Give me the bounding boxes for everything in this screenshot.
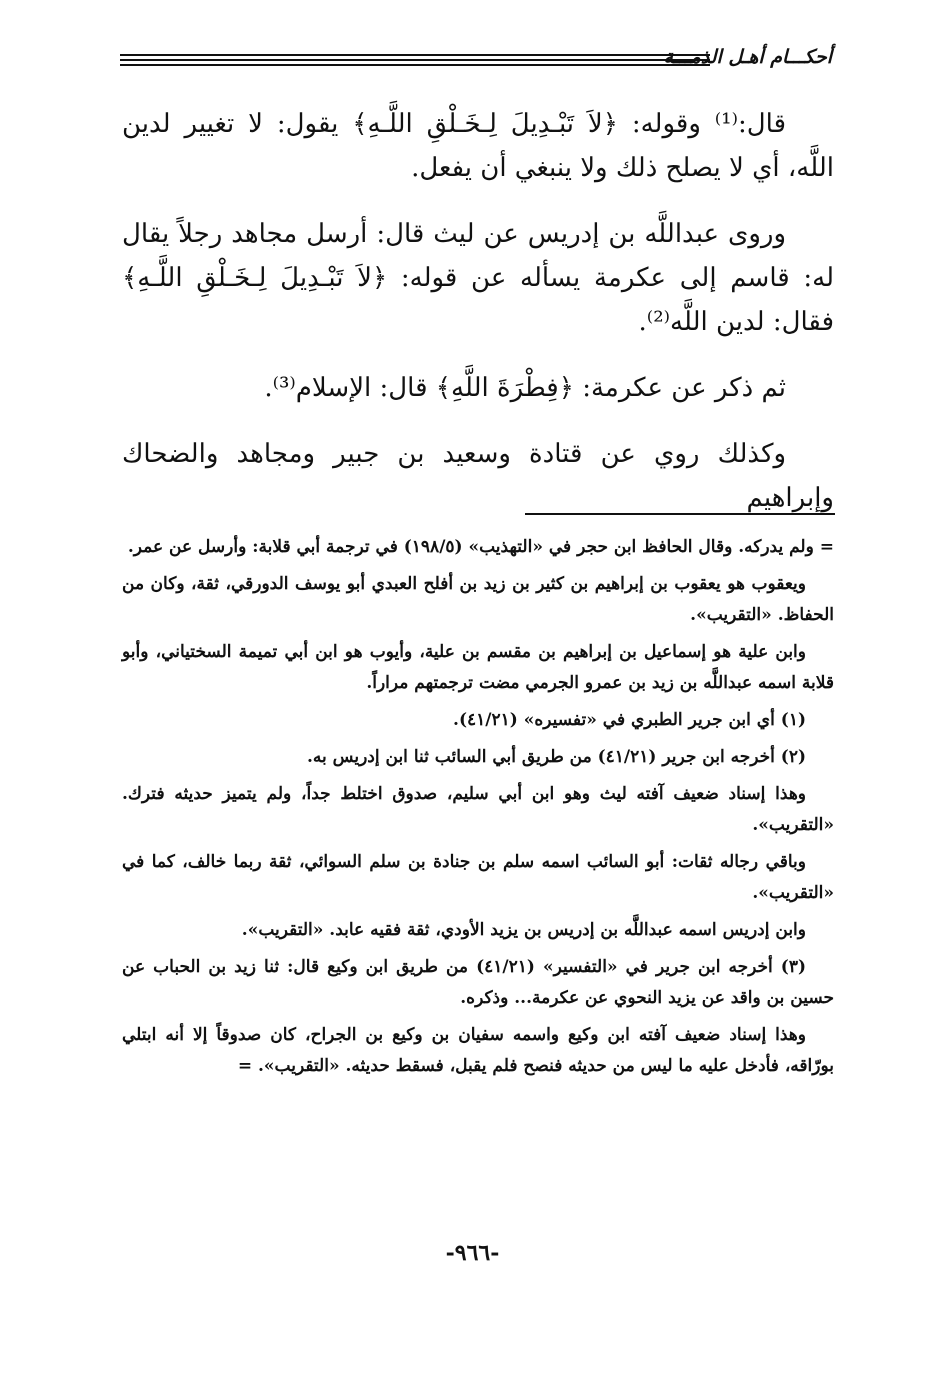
footnote: (٢) أخرجه ابن جرير (٤١/٢١) من طريق أبي السائب ثنا ابن إدريس به. bbox=[307, 747, 806, 767]
header-rule bbox=[120, 54, 710, 56]
footnote: (١) أي ابن جرير الطبري في «تفسيره» (٤١/٢١). bbox=[453, 710, 806, 730]
running-header bbox=[120, 44, 832, 76]
footnote: وابن إدريس اسمه عبداللَّه بن إدريس بن يزيد الأودي، ثقة فقيه عابد. «التقريب». bbox=[241, 920, 806, 940]
body-paragraph: قال:⁽¹⁾ وقوله: ﴿لاَ تَبْـدِيلَ لِـخَـلْقِ اللَّـهِ﴾ يقول: لا تغيير لدين اللَّه، أي لا يصلح ذلك ولا ينبغي أن يفعل. bbox=[122, 109, 834, 183]
page-number: -٩٦٦- bbox=[445, 1240, 500, 1266]
body-paragraph: وروى عبداللَّه بن إدريس عن ليث قال: أرسل مجاهد رجلاً يقال له: قاسم إلى عكرمة يسأله عن قوله: ﴿لاَ تَبْـدِيلَ لِـخَـلْقِ اللَّـهِ﴾ فقال: لدين اللَّه⁽²⁾. bbox=[122, 219, 834, 337]
footnote: وهذا إسناد ضعيف آفته ابن وكيع واسمه سفيان بن وكيع بن الجراح، كان صدوقاً إلا أنه ابتلي بورّاقه، فأدخل عليه ما ليس من حديثه فنصح فلم يقبل، فسقط حديثه. «التقريب». = bbox=[122, 1025, 834, 1076]
footnote: وباقي رجاله ثقات: أبو السائب اسمه سلم بن جنادة بن سلم السوائي، ثقة ربما خالف، كما في «التقريب». bbox=[122, 852, 834, 903]
footnote: ويعقوب هو يعقوب بن إبراهيم بن كثير بن زيد بن أفلح العبدي أبو يوسف الدورقي، ثقة، وكان من الحفاظ. «التقريب». bbox=[122, 574, 834, 625]
header-title: أحكـــام أهـل الذمـــة bbox=[663, 46, 832, 68]
footnote: وابن علية هو إسماعيل بن إبراهيم بن مقسم بن علية، وأيوب هو ابن أبي تميمة السختياني، وأبو قلابة اسمه عبداللَّه بن زيد بن عمرو الجرمي مضت ترجمتهم مراراً. bbox=[122, 642, 834, 693]
footnotes bbox=[122, 532, 834, 1088]
header-rule bbox=[120, 59, 710, 61]
main-text bbox=[122, 102, 834, 542]
footnote: (٣) أخرجه ابن جرير في «التفسير» (٤١/٢١) من طريق ابن وكيع قال: ثنا زيد بن الحباب عن حسين بن واقد عن يزيد النحوي عن عكرمة... وذكره. bbox=[122, 957, 834, 1008]
footnote: = ولم يدركه. وقال الحافظ ابن حجر في «التهذيب» (١٩٨/٥) في ترجمة أبي قلابة: وأرسل عن عمر. bbox=[127, 537, 834, 557]
body-paragraph: وكذلك روي عن قتادة وسعيد بن جبير ومجاهد والضحاك وإبراهيم bbox=[122, 439, 834, 513]
body-paragraph: ثم ذكر عن عكرمة: ﴿فِطْرَةَ اللَّهِ﴾ قال: الإسلام⁽³⁾. bbox=[264, 373, 786, 403]
footnote-separator bbox=[525, 513, 835, 515]
header-rule bbox=[120, 64, 710, 66]
footnote: وهذا إسناد ضعيف آفته ليث وهو ابن أبي سليم، صدوق اختلط جداً، ولم يتميز حديثه فترك. «التقريب». bbox=[122, 784, 834, 835]
